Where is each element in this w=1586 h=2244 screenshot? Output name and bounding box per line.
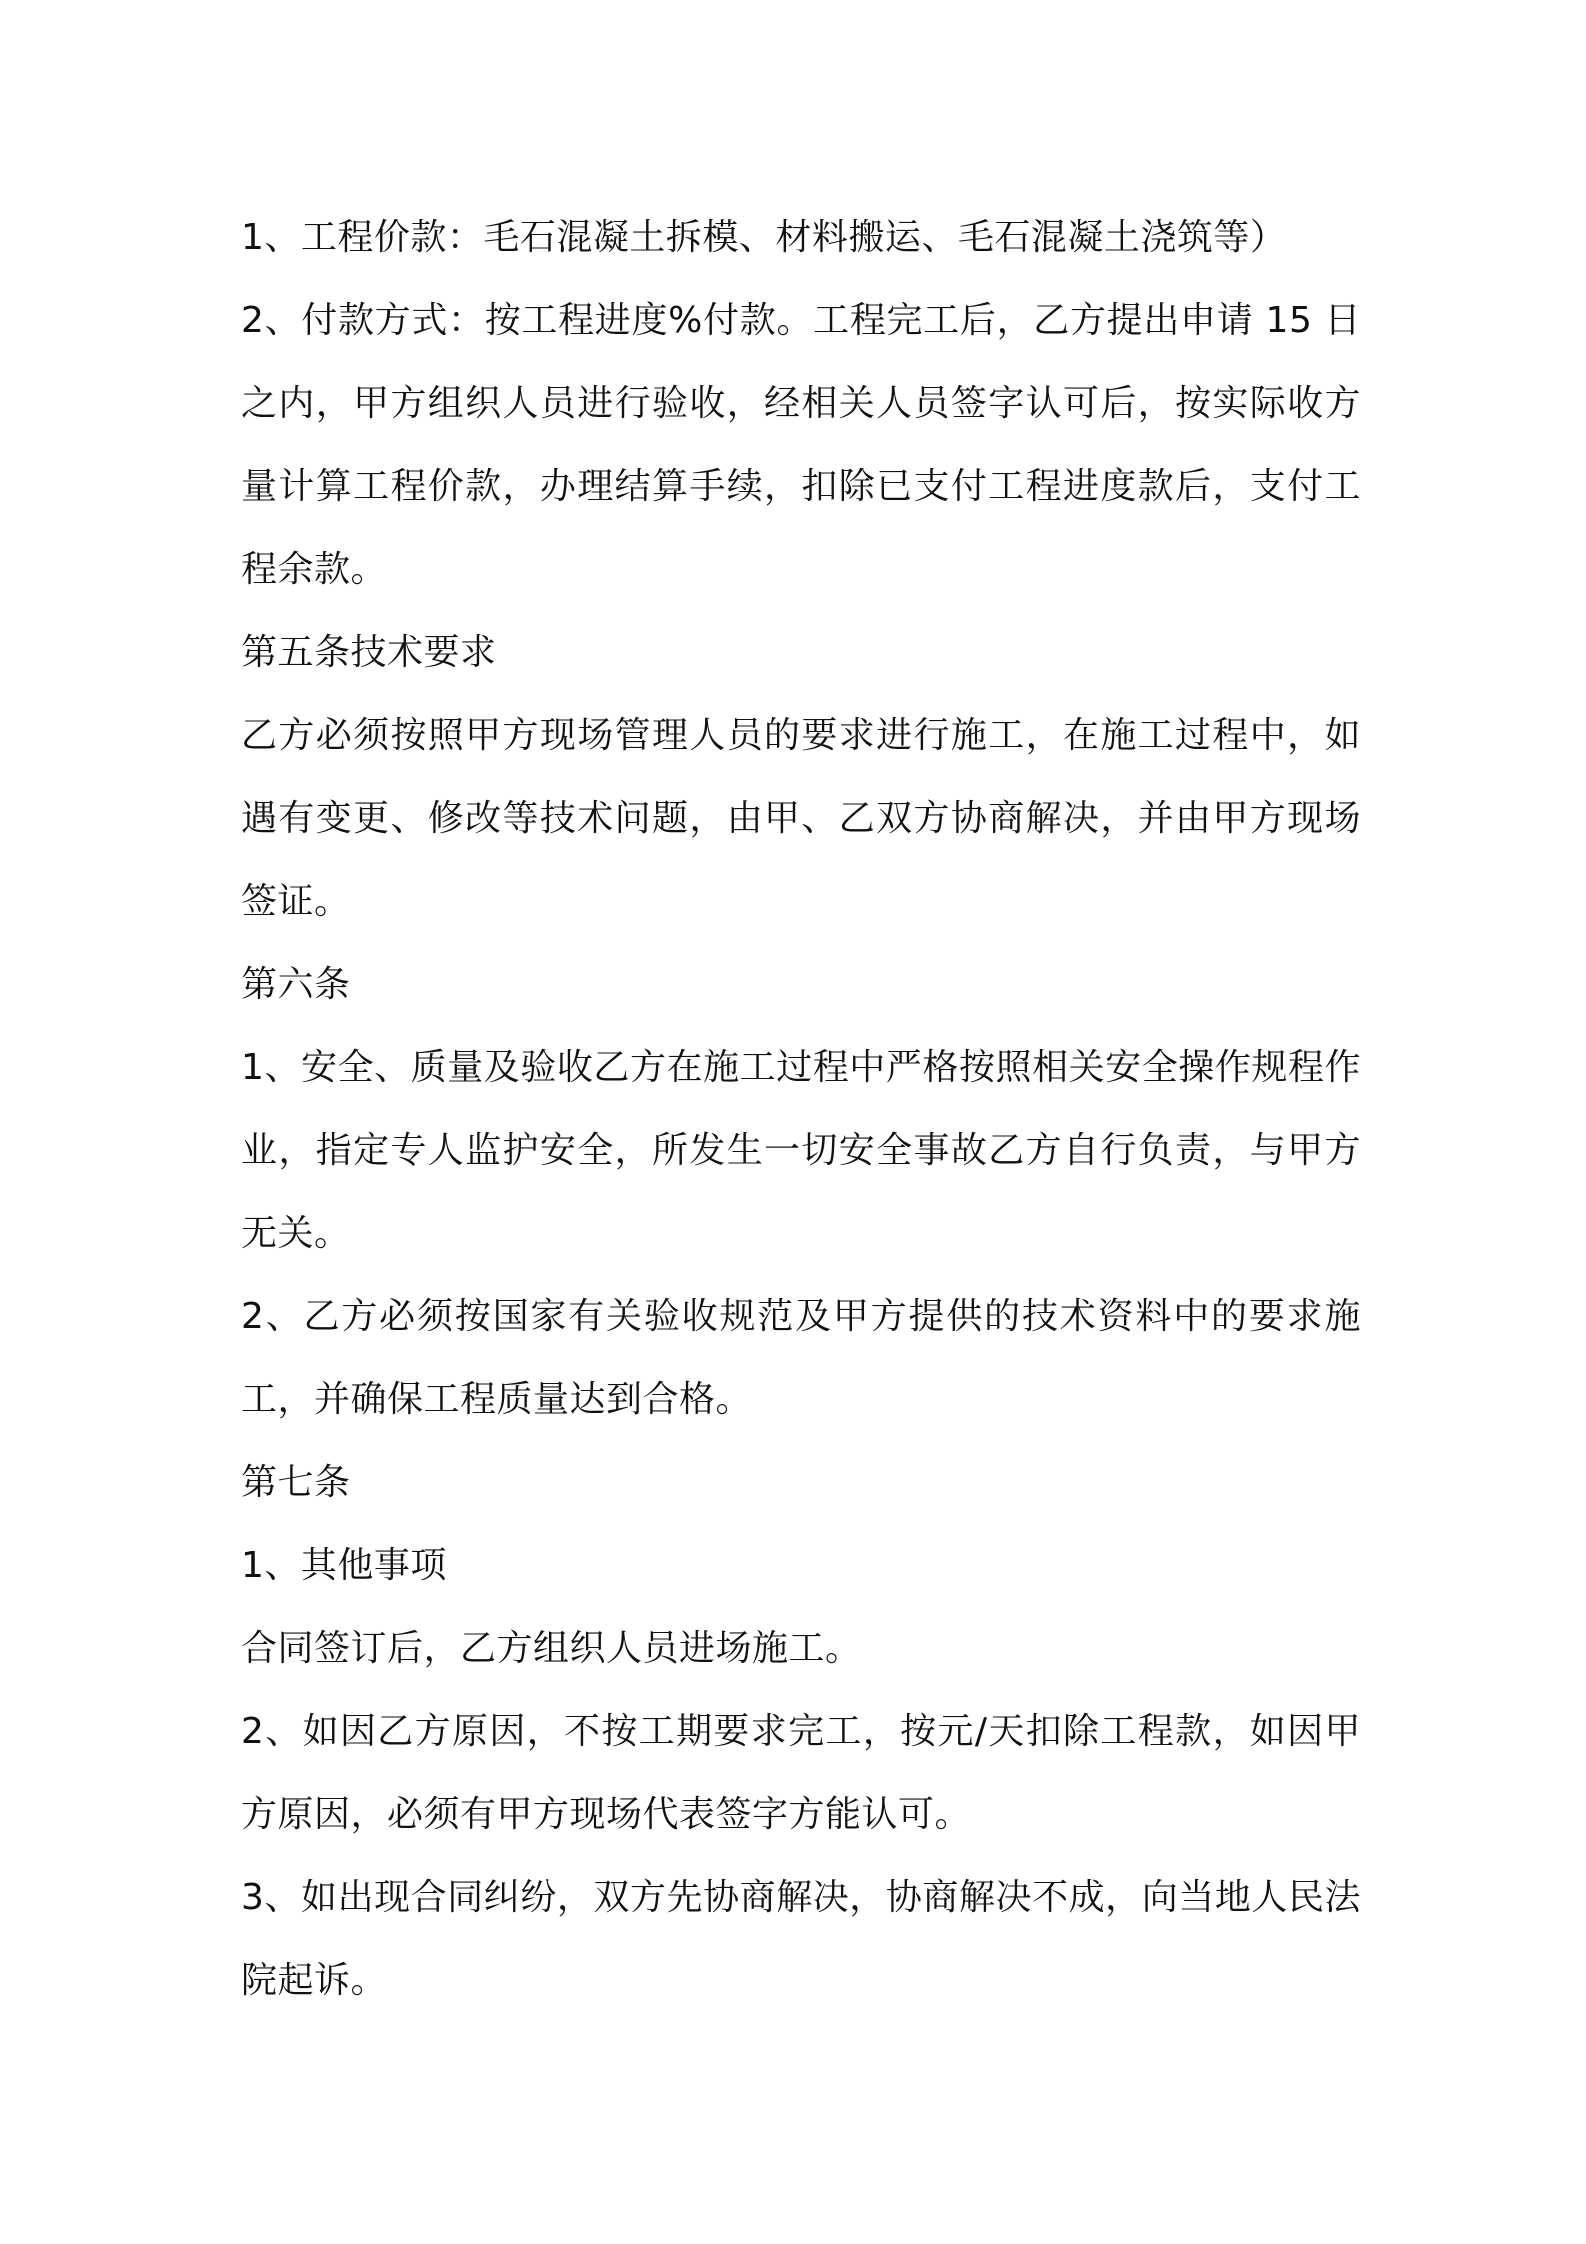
clause-delay-penalty: 2、如因乙方原因，不按工期要求完工，按元/天扣除工程款，如因甲方原因，必须有甲方现场代表签字方能认可。 xyxy=(241,1711,1361,1835)
clause-acceptance-standards: 2、乙方必须按国家有关验收规范及甲方提供的技术资料中的要求施工，并确保工程质量达到合格。 xyxy=(241,1296,1361,1420)
clause-safety-quality: 1、安全、质量及验收乙方在施工过程中严格按照相关安全操作规程作业，指定专人监护安全，所发生一切安全事故乙方自行负责，与甲方无关。 xyxy=(241,1047,1361,1254)
heading-article-7: 第七条 xyxy=(241,1462,351,1503)
clause-other-matters: 1、其他事项 xyxy=(241,1545,447,1586)
clause-entry-construction: 合同签订后，乙方组织人员进场施工。 xyxy=(241,1628,862,1669)
clause-technical-requirements: 乙方必须按照甲方现场管理人员的要求进行施工，在施工过程中，如遇有变更、修改等技术问题，由甲、乙双方协商解决，并由甲方现场签证。 xyxy=(241,715,1361,922)
clause-payment-method: 2、付款方式：按工程进度%付款。工程完工后，乙方提出申请 15 日之内，甲方组织人员进行验收，经相关人员签字认可后，按实际收方量计算工程价款，办理结算手续，扣除已支付工程进度款后，支付工程余款。 xyxy=(241,300,1361,590)
heading-article-6: 第六条 xyxy=(241,964,351,1005)
document-body xyxy=(241,196,1361,2022)
clause-dispute-resolution: 3、如出现合同纠纷，双方先协商解决，协商解决不成，向当地人民法院起诉。 xyxy=(241,1877,1361,2001)
heading-article-5: 第五条技术要求 xyxy=(241,632,497,673)
clause-project-price: 1、工程价款：毛石混凝土拆模、材料搬运、毛石混凝土浇筑等） xyxy=(241,217,1287,258)
